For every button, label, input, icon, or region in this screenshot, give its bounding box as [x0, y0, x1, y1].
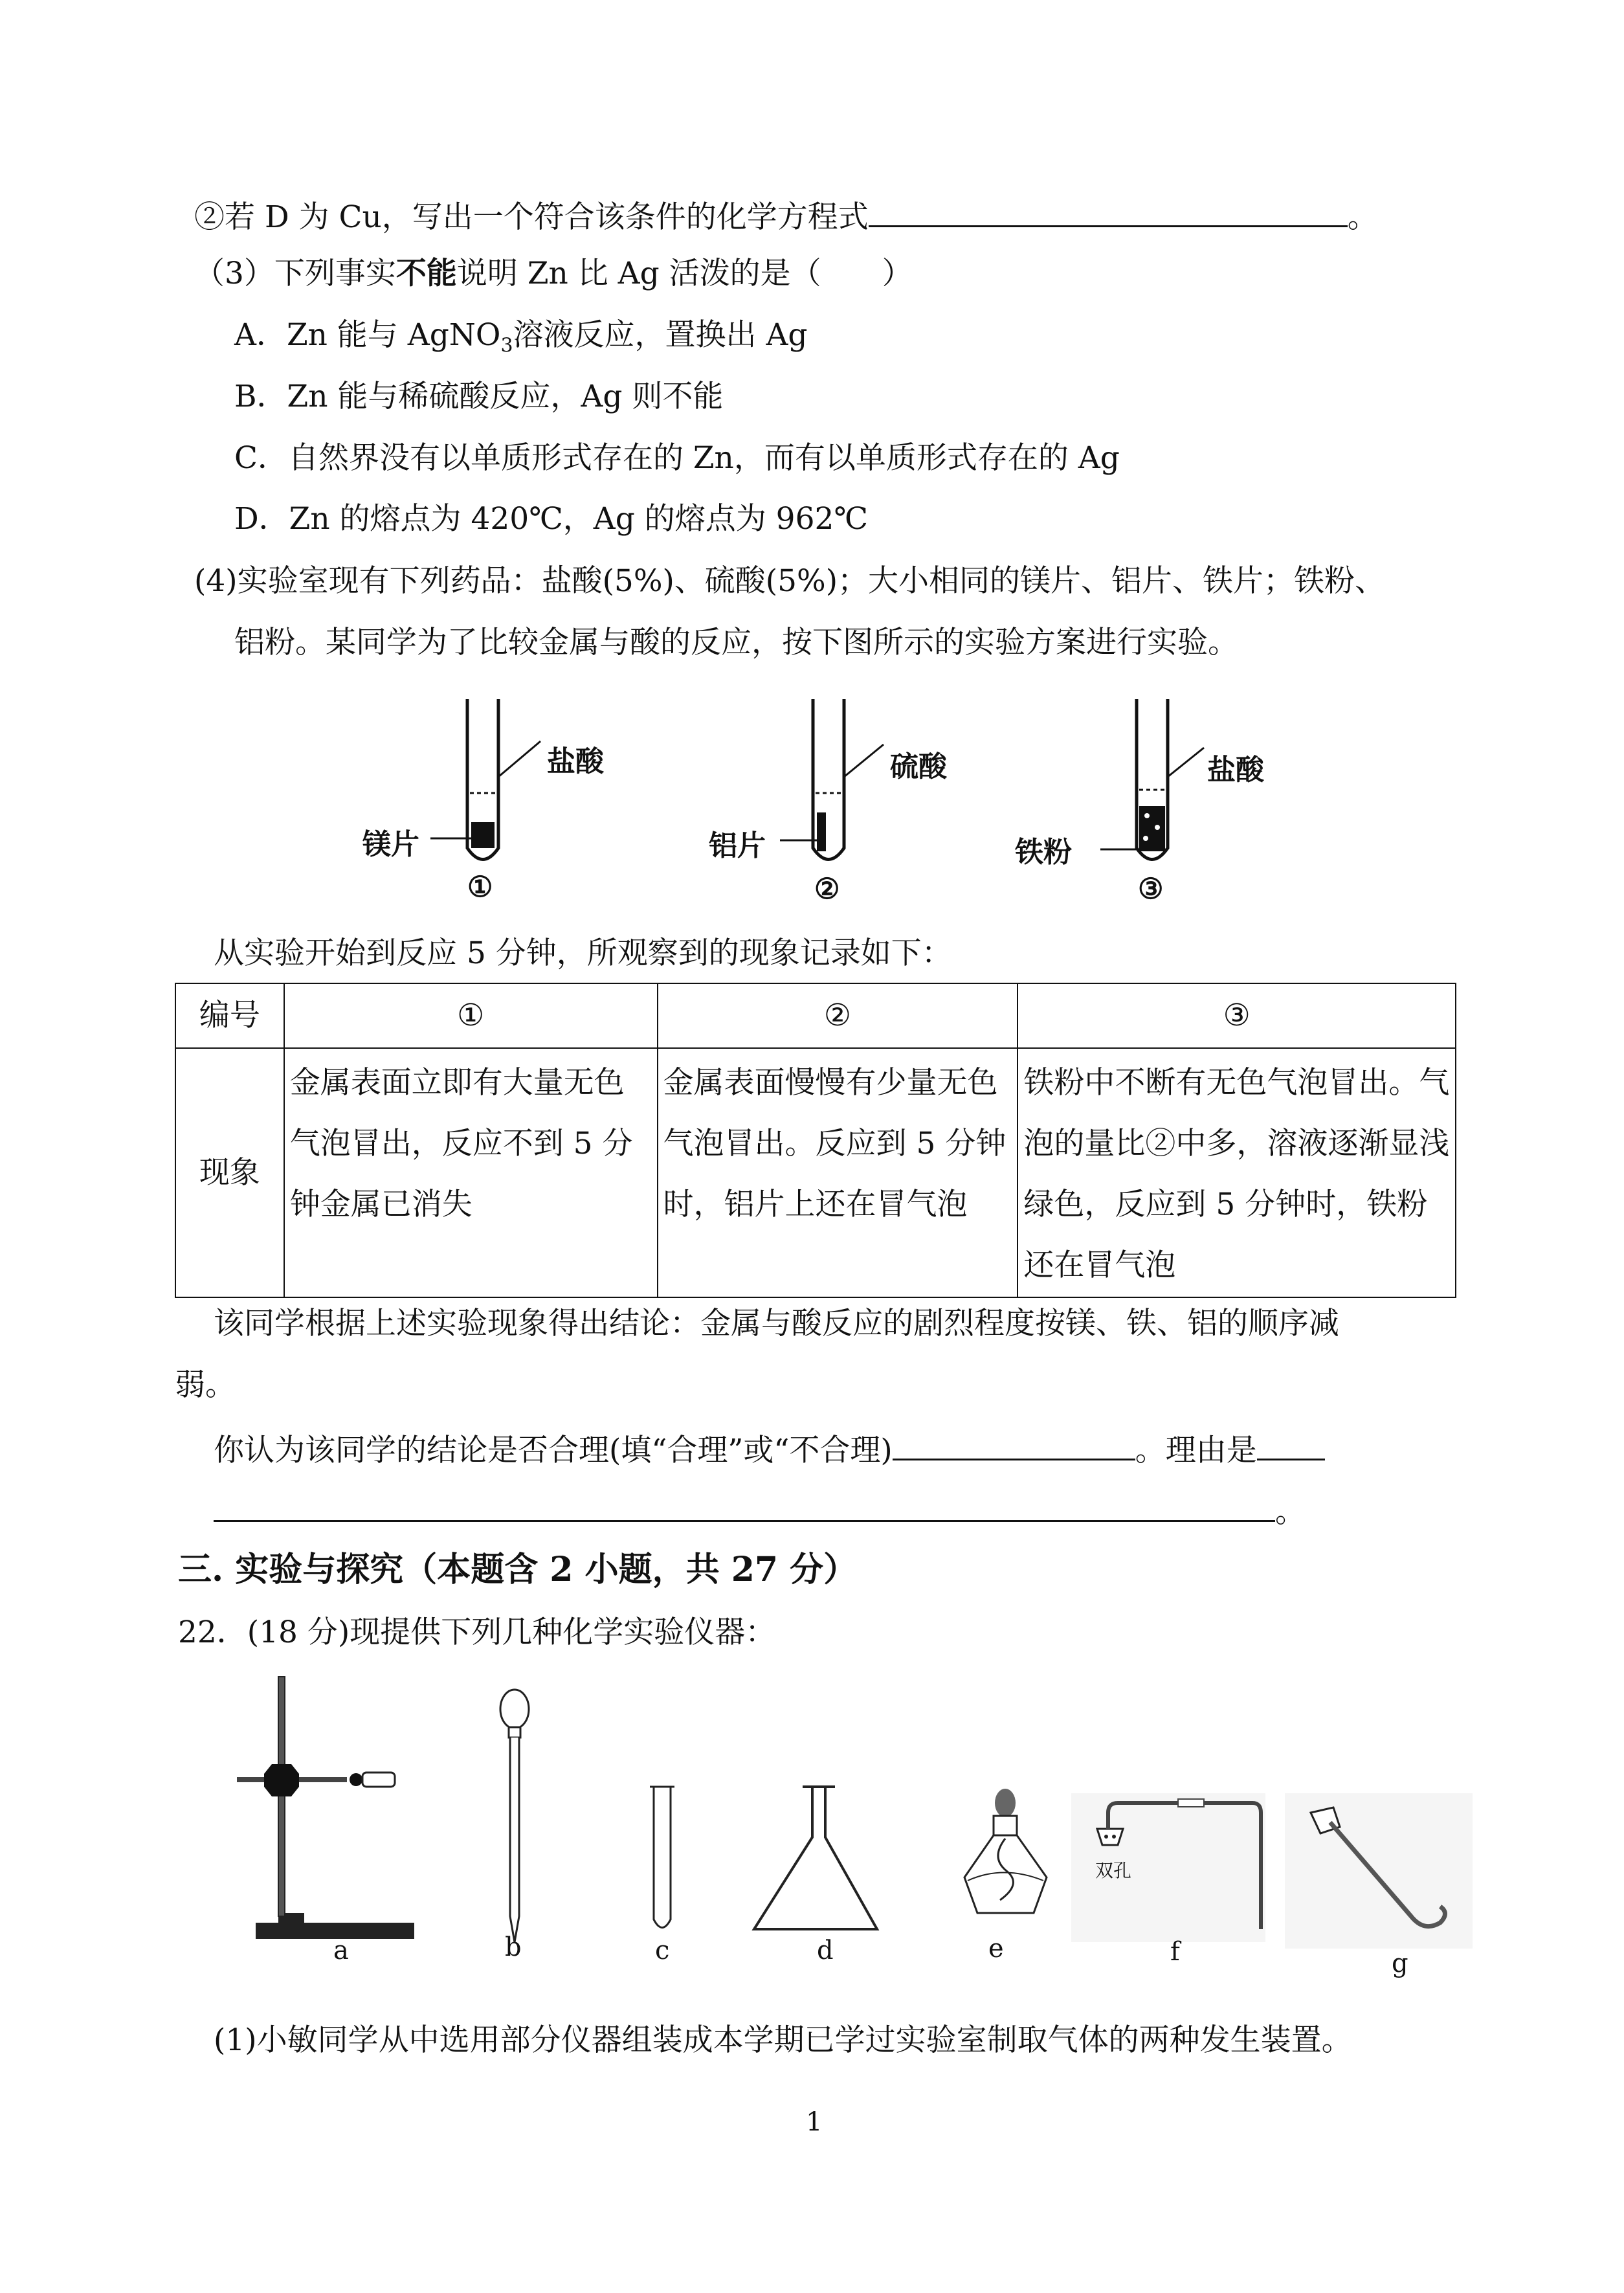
dropper-icon — [500, 1690, 529, 1942]
apparatus-label-g: g — [1392, 1949, 1408, 1978]
double-hole-label: 双孔 — [1095, 1860, 1132, 1881]
tube-3-acid-label: 盐酸 — [1207, 754, 1264, 787]
table-header-cell: ① — [284, 983, 658, 1048]
period: 。 — [1275, 1494, 1306, 1530]
question-3-emphasis: 不能 — [395, 256, 457, 291]
question-4-line-1: (4)实验室现有下列药品：盐酸(5%)、硫酸(5%)；大小相同的镁片、铝片、铁片；铁粉、 — [194, 563, 1386, 599]
record-intro: 从实验开始到反应 5 分钟，所观察到的现象记录如下： — [214, 935, 952, 971]
option-a-rest: 溶液反应，置换出 Ag — [513, 317, 808, 353]
apparatus-label-b: b — [505, 1932, 522, 1962]
tube-3-number: ③ — [1138, 873, 1164, 906]
test-tube-figure — [0, 680, 1624, 926]
judgement-text: 你认为该同学的结论是否合理(填“合理”或“不合理) — [214, 1433, 893, 1468]
question-2-text: ②若 D 为 Cu，写出一个符合该条件的化学方程式 — [194, 199, 869, 235]
tube-1-acid-label: 盐酸 — [547, 745, 604, 778]
option-a-subscript: 3 — [500, 334, 513, 357]
question-3-text: （3）下列事实 — [194, 256, 396, 291]
conclusion-line-2: 弱。 — [175, 1367, 236, 1403]
conical-flask-icon — [754, 1787, 877, 1929]
option-a — [234, 316, 808, 365]
page-number: 1 — [806, 2107, 823, 2137]
test-tube-icon — [650, 1787, 674, 1928]
test-tube-1 — [430, 699, 540, 860]
option-a-text: A．Zn 能与 AgNO — [234, 317, 501, 353]
table-header-cell: 编号 — [175, 983, 284, 1048]
answer-blank-reason[interactable] — [1257, 1427, 1325, 1460]
apparatus-figure — [0, 1657, 1624, 1994]
test-tube-3 — [1100, 699, 1204, 860]
apparatus-label-d: d — [817, 1936, 834, 1965]
table-cell-1: 金属表面立即有大量无色气泡冒出，反应不到 5 分钟金属已消失 — [284, 1048, 658, 1297]
option-c: C．自然界没有以单质形式存在的 Zn，而有以单质形式存在的 Ag — [234, 440, 1120, 476]
table-header-cell: ③ — [1018, 983, 1456, 1048]
answer-blank-equation[interactable] — [869, 194, 1348, 227]
tube-1-number: ① — [467, 871, 493, 904]
apparatus-label-f: f — [1170, 1937, 1180, 1967]
section-3-heading: 三. 实验与探究（本题含 2 小题，共 27 分） — [178, 1550, 858, 1589]
period: 。 — [1347, 199, 1378, 235]
conclusion-line-1: 该同学根据上述实验现象得出结论：金属与酸反应的剧烈程度按镁、铁、铝的顺序减 — [214, 1306, 1339, 1341]
table-cell-2: 金属表面慢慢有少量无色气泡冒出。反应到 5 分钟时，铝片上还在冒气泡 — [658, 1048, 1018, 1297]
table-row — [175, 1048, 1456, 1297]
tube-2-acid-label: 硫酸 — [890, 750, 947, 783]
alcohol-lamp-icon — [964, 1789, 1047, 1913]
apparatus-label-a: a — [333, 1936, 349, 1965]
reason-text: 。理由是 — [1135, 1433, 1257, 1468]
judgement-line — [214, 1427, 1325, 1470]
question-22-part-1: (1)小敏同学从中选用部分仪器组装成本学期已学过实验室制取气体的两种发生装置。 — [214, 2022, 1352, 2058]
table-row-label: 现象 — [175, 1048, 284, 1297]
answer-blank-reason-2[interactable] — [214, 1489, 1275, 1522]
tube-2-number: ② — [814, 873, 840, 906]
apparatus-label-c: c — [655, 1936, 670, 1965]
rubber-tube-icon — [1285, 1793, 1473, 1949]
question-2-line — [194, 194, 1378, 237]
answer-blank-judgement[interactable] — [893, 1427, 1135, 1460]
reason-blank-line — [214, 1489, 1306, 1532]
apparatus-label-e: e — [988, 1934, 1004, 1963]
tube-3-metal-label: 铁粉 — [1015, 836, 1072, 869]
question-3-line — [194, 254, 913, 293]
option-d: D．Zn 的熔点为 420℃，Ag 的熔点为 962℃ — [234, 501, 868, 537]
question-3-rest: 说明 Zn 比 Ag 活泼的是（ ） — [456, 256, 913, 291]
table-cell-3: 铁粉中不断有无色气泡冒出。气泡的量比②中多，溶液逐渐显浅绿色，反应到 5 分钟时，铁粉还在冒气泡 — [1018, 1048, 1456, 1297]
tube-1-metal-label: 镁片 — [362, 828, 419, 861]
tube-2-metal-label: 铝片 — [709, 829, 766, 862]
option-b: B．Zn 能与稀硫酸反应，Ag 则不能 — [234, 379, 724, 414]
question-4-line-2: 铝粉。某同学为了比较金属与酸的反应，按下图所示的实验方案进行实验。 — [234, 625, 1238, 660]
question-22: 22．(18 分)现提供下列几种化学实验仪器： — [178, 1615, 776, 1650]
table-header-row — [175, 983, 1456, 1048]
observation-table — [175, 983, 1456, 1298]
iron-stand-icon — [237, 1677, 414, 1939]
test-tube-2 — [780, 699, 884, 860]
table-header-cell: ② — [658, 983, 1018, 1048]
